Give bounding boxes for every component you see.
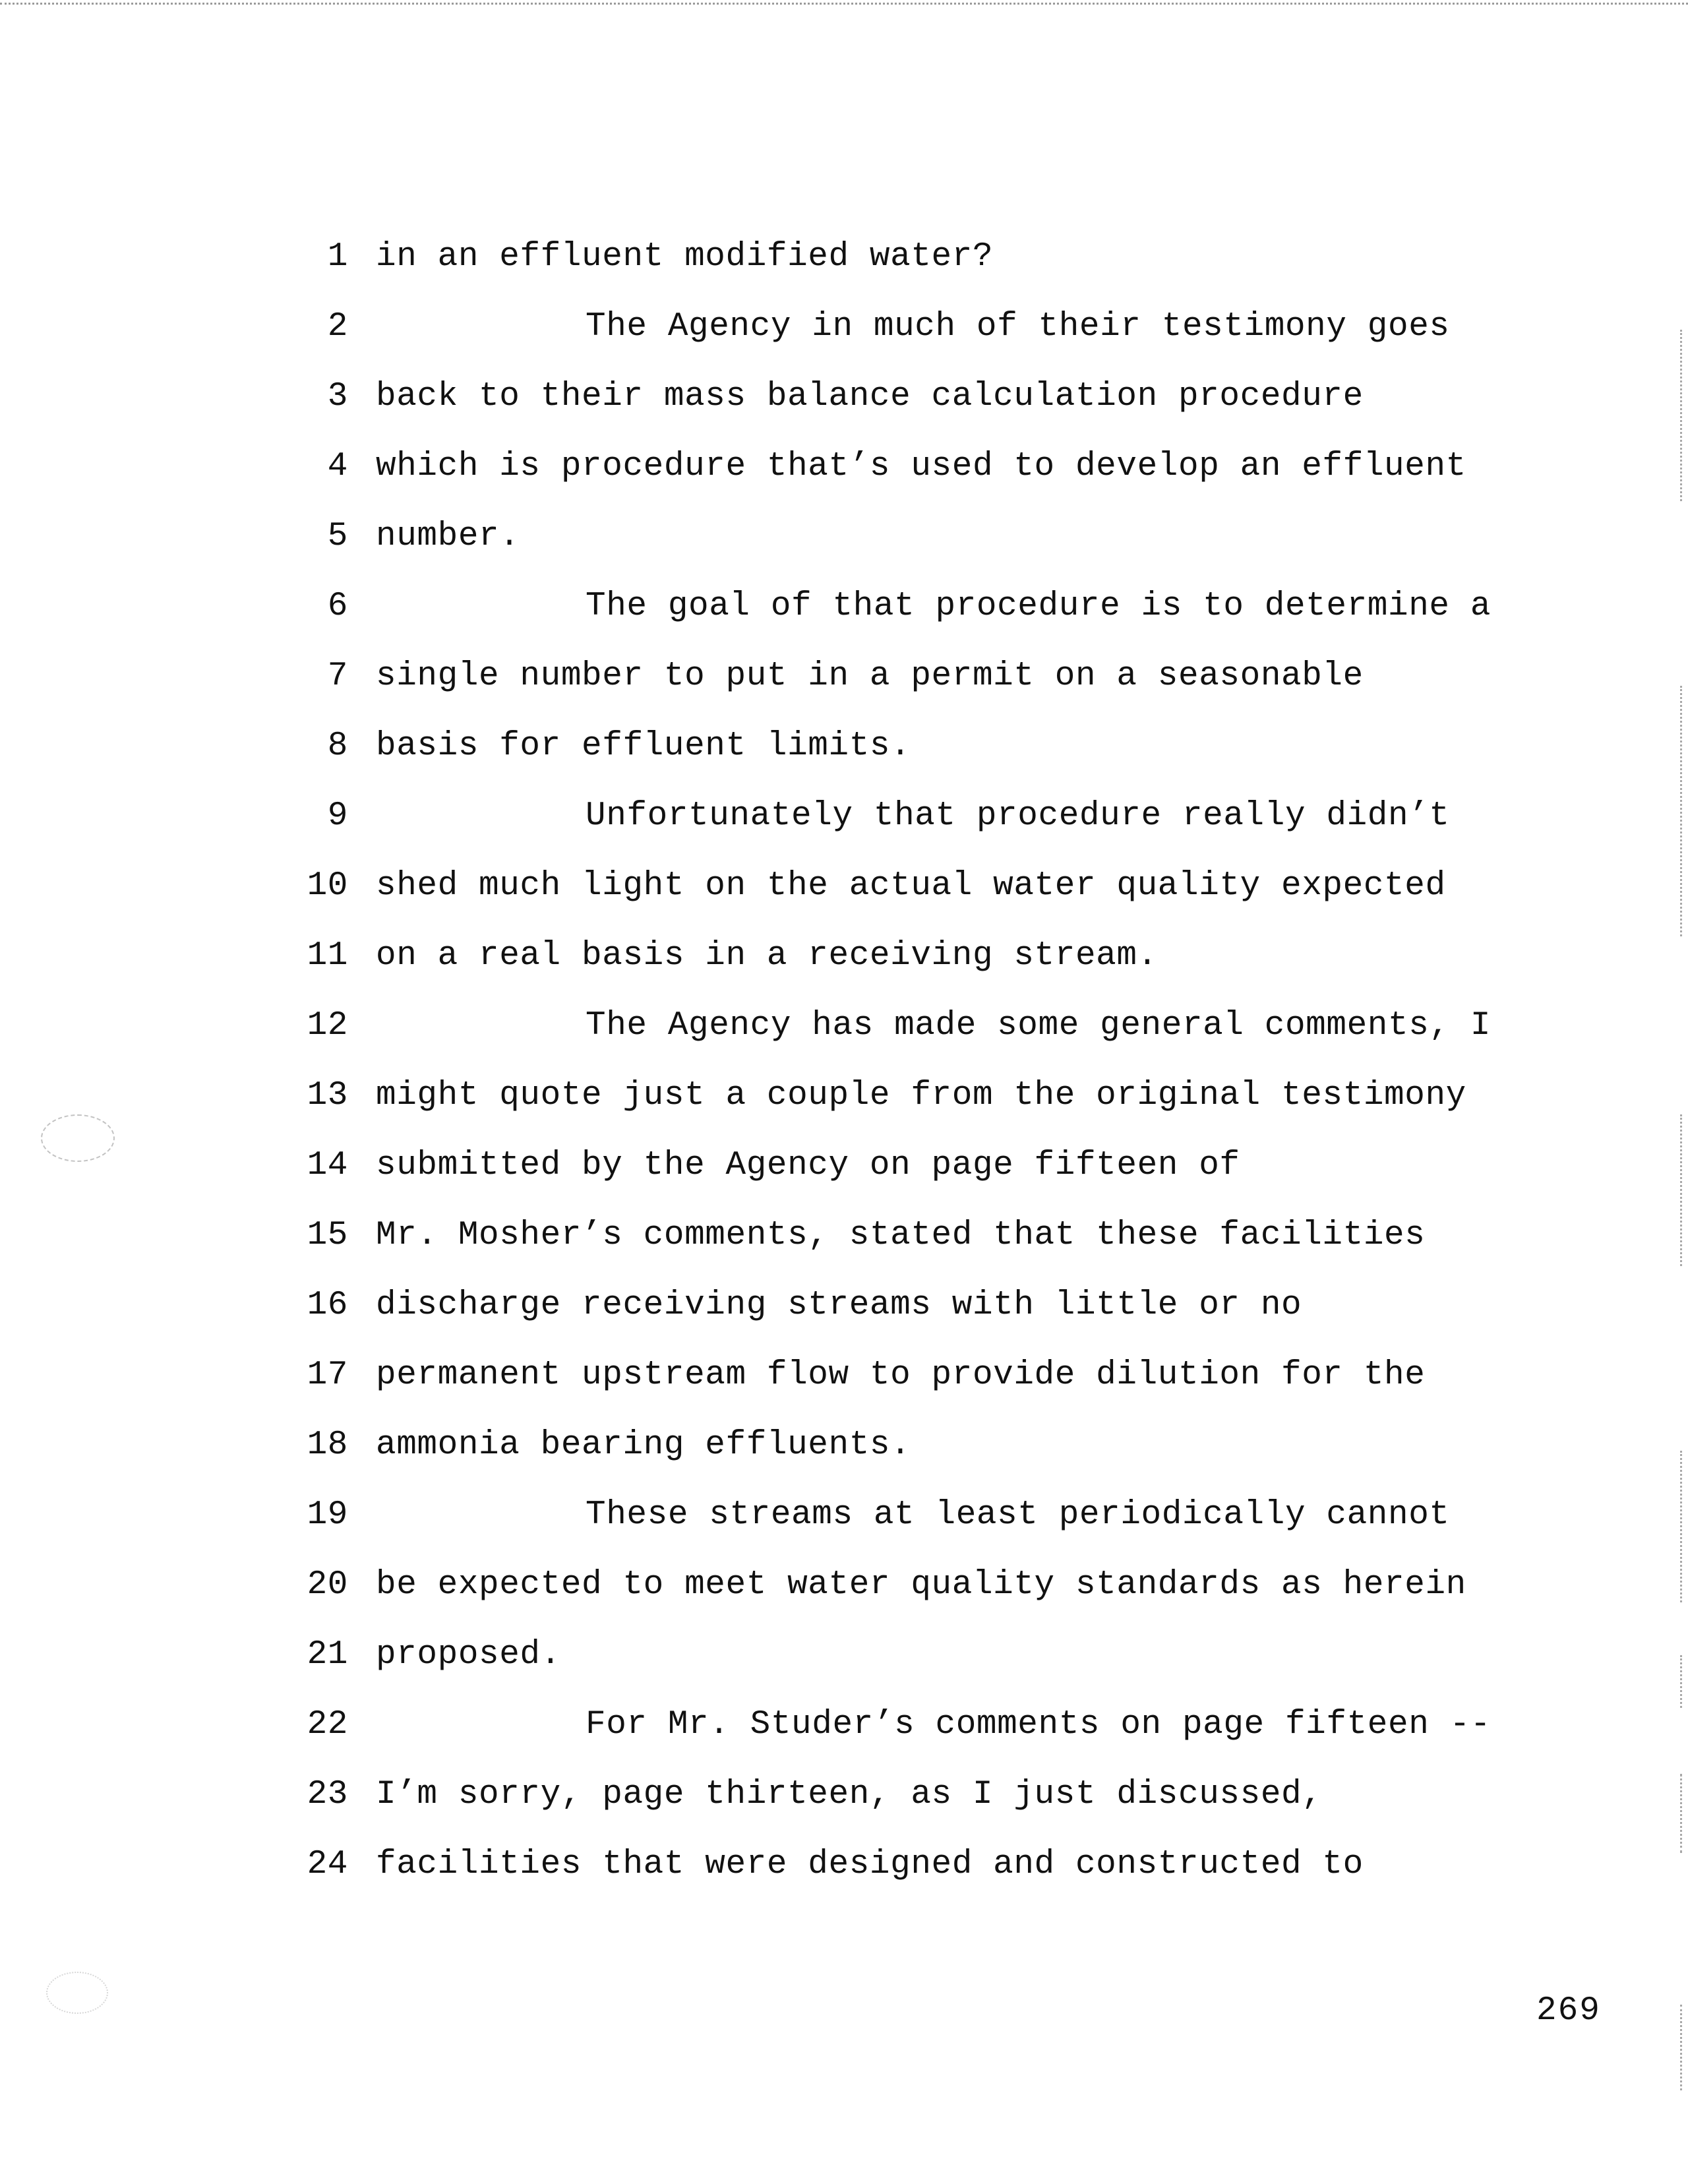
line-number: 20 bbox=[307, 1566, 348, 1604]
transcript-line bbox=[0, 790, 1688, 843]
line-text: The Agency has made some general comments, I bbox=[586, 1007, 1492, 1045]
line-text: facilities that were designed and constructed to bbox=[376, 1846, 1364, 1883]
transcript-line bbox=[0, 1838, 1688, 1891]
line-text: ammonia bearing effluents. bbox=[376, 1426, 911, 1464]
line-number: 23 bbox=[307, 1776, 348, 1813]
line-number: 11 bbox=[307, 937, 348, 975]
line-text: in an effluent modified water? bbox=[376, 238, 994, 276]
line-number: 1 bbox=[327, 238, 348, 276]
transcript-line bbox=[0, 1629, 1688, 1682]
line-text: be expected to meet water quality standards as herein bbox=[376, 1566, 1466, 1604]
line-text: Mr. Mosher’s comments, stated that these facilities bbox=[376, 1217, 1426, 1254]
transcript-line bbox=[0, 1559, 1688, 1612]
line-number: 7 bbox=[327, 657, 348, 695]
transcript-line bbox=[0, 1699, 1688, 1751]
transcript-line bbox=[0, 1419, 1688, 1472]
line-text: Unfortunately that procedure really didn’t bbox=[586, 797, 1450, 835]
transcript-line bbox=[0, 301, 1688, 353]
line-number: 2 bbox=[327, 308, 348, 346]
transcript-line bbox=[0, 440, 1688, 493]
line-number: 24 bbox=[307, 1846, 348, 1883]
line-text: submitted by the Agency on page fifteen of bbox=[376, 1147, 1240, 1184]
line-number: 16 bbox=[307, 1287, 348, 1324]
line-number: 14 bbox=[307, 1147, 348, 1184]
line-number: 18 bbox=[307, 1426, 348, 1464]
line-number: 10 bbox=[307, 867, 348, 905]
line-number: 17 bbox=[307, 1356, 348, 1394]
line-text: I’m sorry, page thirteen, as I just discussed, bbox=[376, 1776, 1323, 1813]
line-text: might quote just a couple from the original testimony bbox=[376, 1077, 1466, 1114]
transcript-line bbox=[0, 580, 1688, 633]
line-number: 8 bbox=[327, 727, 348, 765]
line-text: number. bbox=[376, 518, 520, 555]
transcript-line bbox=[0, 1070, 1688, 1122]
line-text: The goal of that procedure is to determine a bbox=[586, 588, 1492, 625]
line-text: For Mr. Studer’s comments on page fifteen -- bbox=[586, 1706, 1492, 1744]
line-text: The Agency in much of their testimony goes bbox=[586, 308, 1450, 346]
line-number: 3 bbox=[327, 378, 348, 415]
line-text: single number to put in a permit on a seasonable bbox=[376, 657, 1364, 695]
line-number: 19 bbox=[307, 1496, 348, 1534]
transcript-line bbox=[0, 1000, 1688, 1052]
scan-top-edge bbox=[0, 3, 1688, 5]
line-text: proposed. bbox=[376, 1636, 561, 1674]
transcript-line bbox=[0, 1279, 1688, 1332]
transcript-line bbox=[0, 930, 1688, 983]
line-text: on a real basis in a receiving stream. bbox=[376, 937, 1158, 975]
line-number: 12 bbox=[307, 1007, 348, 1045]
transcript-line bbox=[0, 1489, 1688, 1542]
transcript-line bbox=[0, 510, 1688, 563]
line-number: 15 bbox=[307, 1217, 348, 1254]
line-text: basis for effluent limits. bbox=[376, 727, 911, 765]
line-text: permanent upstream flow to provide dilution for the bbox=[376, 1356, 1426, 1394]
scan-edge-mark bbox=[1680, 2005, 1686, 2090]
line-number: 4 bbox=[327, 448, 348, 485]
transcript-line bbox=[0, 1139, 1688, 1192]
transcript-line bbox=[0, 860, 1688, 913]
line-text: discharge receiving streams with little or no bbox=[376, 1287, 1302, 1324]
line-text: which is procedure that’s used to develop an effluent bbox=[376, 448, 1466, 485]
transcript-line bbox=[0, 231, 1688, 284]
transcript-line bbox=[0, 720, 1688, 773]
line-text: shed much light on the actual water quality expected bbox=[376, 867, 1446, 905]
line-number: 22 bbox=[307, 1706, 348, 1744]
transcript-line bbox=[0, 1769, 1688, 1821]
line-text: These streams at least periodically cannot bbox=[586, 1496, 1450, 1534]
line-number: 9 bbox=[327, 797, 348, 835]
transcript-line bbox=[0, 1209, 1688, 1262]
transcript-line bbox=[0, 371, 1688, 423]
line-number: 21 bbox=[307, 1636, 348, 1674]
line-number: 5 bbox=[327, 518, 348, 555]
transcript-line bbox=[0, 650, 1688, 703]
line-text: back to their mass balance calculation procedure bbox=[376, 378, 1364, 415]
line-number: 6 bbox=[327, 588, 348, 625]
line-number: 13 bbox=[307, 1077, 348, 1114]
transcript-line bbox=[0, 1349, 1688, 1402]
page-number: 269 bbox=[1536, 1992, 1601, 2030]
